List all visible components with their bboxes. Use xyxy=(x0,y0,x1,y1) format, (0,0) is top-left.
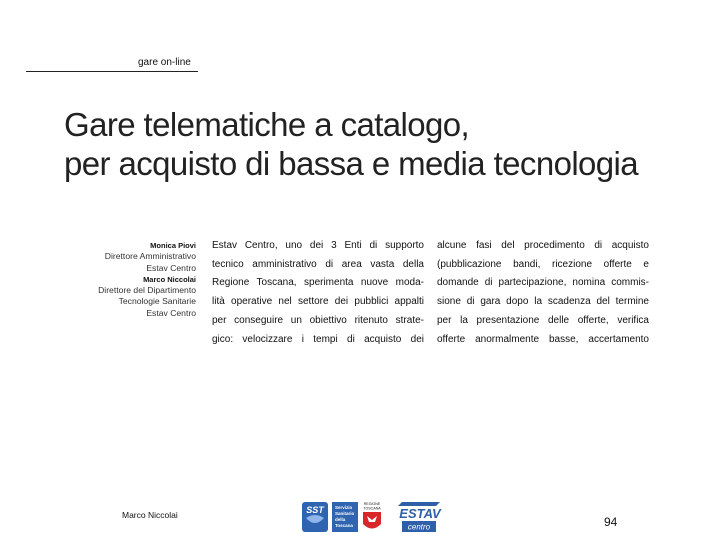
text-line: per la presentazione delle offerte, verifica xyxy=(437,314,649,326)
regione-text-line: TOSCANA xyxy=(363,506,381,511)
sst-text-line: della xyxy=(335,517,346,522)
text-line: (pubblicazione bandi, ricezione offerte e xyxy=(437,258,649,270)
sst-logo xyxy=(302,502,358,532)
author-block xyxy=(92,240,196,319)
text-line: tecnico amministrativo di area vasta della xyxy=(212,258,424,270)
section-label: gare on-line xyxy=(138,57,191,68)
footer-logos xyxy=(302,500,442,534)
author-role: Direttore Amministrativo xyxy=(104,251,196,262)
text-line: per conseguire un obiettivo ritenuto strate- xyxy=(212,314,424,326)
article-title xyxy=(64,105,638,183)
text-line: alcune fasi del procedimento di acquisto xyxy=(437,240,649,251)
text-column-2 xyxy=(437,237,649,349)
author-role: Direttore del Dipartimento xyxy=(98,285,196,296)
page-number: 94 xyxy=(604,515,618,529)
author-name: Monica Piovi xyxy=(150,241,196,250)
regione-toscana-logo xyxy=(363,502,381,529)
estav-centro-logo xyxy=(398,502,442,532)
sst-text-line: Servizio xyxy=(335,505,353,510)
sst-text-line: Toscana xyxy=(335,523,353,528)
sst-text-line: Sanitario xyxy=(335,511,355,516)
title-line: per acquisto di bassa e media tecnologia xyxy=(64,145,639,182)
section-rule xyxy=(26,71,198,72)
title-line: Gare telematiche a catalogo, xyxy=(64,106,470,143)
estav-logo-badge: ESTAV xyxy=(399,506,441,521)
estav-logo-sub: centro xyxy=(407,522,431,532)
sst-logo-badge: SST xyxy=(306,505,324,515)
author-role: Estav Centro xyxy=(146,262,196,273)
text-line: Estav Centro, uno dei 3 Enti di supporto xyxy=(212,240,424,251)
text-column-1 xyxy=(212,237,424,349)
text-line: gico: velocizzare i tempi di acquisto dei xyxy=(212,333,424,345)
footer-author: Marco Niccolai xyxy=(122,510,178,520)
author-role: Estav Centro xyxy=(146,307,196,318)
text-line: lità operative nel settore dei pubblici appalti xyxy=(212,296,424,308)
regione-text-line: REGIONE xyxy=(363,502,381,506)
text-line: domande di partecipazione, nomina commis- xyxy=(437,277,649,289)
text-line: offerte anormalmente basse, accertamento xyxy=(437,333,649,345)
text-line: Regione Toscana, sperimenta nuove moda- xyxy=(212,277,424,289)
text-line: sione di gara dopo la scadenza del termine xyxy=(437,296,649,308)
author-name: Marco Niccolai xyxy=(143,274,196,284)
author-role: Tecnologie Sanitarie xyxy=(118,296,196,307)
